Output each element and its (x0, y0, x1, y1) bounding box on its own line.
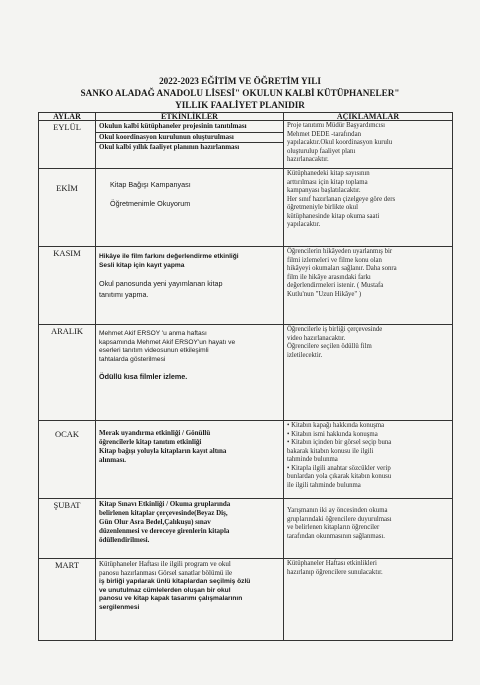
activity-text: Hikâye ile film farkını değerlendirme etkinliği (99, 253, 239, 260)
activity-text: Sesli kitap için kayıt yapma (99, 261, 185, 269)
activities-cell (96, 499, 284, 559)
explanation-line: oluşturulup faaliyet planı (287, 147, 356, 155)
explanation-line: yapılacaktır.Okul koordinasyon kurulu (287, 139, 393, 146)
activities-cell (96, 169, 284, 247)
activity-text: Merak uyandırma etkinliği / Gönüllü (99, 429, 211, 437)
header-months: AYLAR (39, 113, 96, 121)
explanation-cell (284, 499, 453, 559)
annual-plan-table (38, 112, 453, 641)
explanation-line: Yarışmanın iki ay öncesinden okuma (287, 507, 388, 514)
activity-text: Kütüphaneler Haftası ile ilgili program ve okul (99, 560, 231, 568)
activity-text: alınması. (99, 456, 127, 464)
explanation-line: hazırlanacaktır. (287, 156, 329, 163)
activity-text: tanıtımı yapma. (99, 290, 149, 299)
activity-text: Ödüllü kısa filmler izleme. (99, 372, 188, 381)
activity-text: tahtalarda gösterilmesi (99, 355, 166, 363)
explanation-line: tarafından okunmasının sağlanması. (287, 532, 385, 540)
explanation-line: Öğrencilere seçilen ödüllü film (287, 343, 372, 350)
document-title-year: 2022-2023 EĞİTİM VE ÖĞRETİM YILI (159, 76, 321, 86)
explanation-line: hazırlanıp öğrencilere sunulacaktır. (287, 568, 383, 576)
table-header-row (39, 113, 453, 121)
activity-text: kapsamında Mehmet Akif ERSOY'un hayatı ve (99, 338, 236, 346)
explanation-line: Kütüphanedeki kitap sayısının (287, 170, 370, 177)
explanation-line: Her sınıf hazırlanan çizelgeye göre ders (287, 195, 396, 203)
activity-text: eserleri tanıtım videosunun etkileşimli (99, 347, 209, 354)
explanation-cell (284, 169, 453, 247)
activity-text: belirlenen kitaplar çerçevesinde(Beyaz Diş, (99, 509, 228, 517)
explanation-line: hikâyeyi okumaları sağlanır. Daha sonra (287, 265, 397, 272)
activity-text: Gün Olur Asra Bedel,Çalıkuşu) sınav (99, 518, 211, 526)
explanation-line: ve belirlenen kitapların öğrenciler (287, 524, 380, 531)
month-cell: EYLÜL (39, 121, 96, 169)
explanation-line: kampanyası başlatılacaktır. (287, 187, 361, 194)
explanation-cell (284, 325, 453, 421)
month-cell: KASIM (39, 247, 96, 325)
explanation-line: gruplarındaki öğrencilere duyurulması (287, 515, 392, 523)
activity-text: Öğretmenimle Okuyorum (110, 199, 191, 208)
activity-text: öğrencilerle kitap tanıtım etkinliği (99, 438, 202, 446)
activity-text: ve unutulmaz cümlelerden oluşan bir okul (99, 586, 231, 594)
explanation-cell (284, 559, 453, 641)
explanation-line: yapılacaktır. (287, 221, 321, 228)
activity-text: Okulun kalbi kütüphaneler projesinin tanıtılması (96, 121, 283, 133)
activity-text: Mehmet Akif ERSOY 'u anma haftası (99, 330, 207, 337)
explanation-line: Proje tanıtımı Müdür Başyardımcısı (287, 122, 385, 129)
explanation-line: izletilecektir. (287, 351, 323, 359)
table-row (39, 499, 453, 559)
explanation-line: Kutlu'nun "Uzun Hikâye" ) (287, 290, 362, 298)
document-title-plan: YILLIK FAALİYET PLANIDIR (175, 100, 305, 110)
explanation-line: film ile hikâye arasındaki farkı (287, 273, 371, 281)
explanation-line: Öğrencilerle iş birliği çerçevesinde (287, 326, 383, 333)
explanation-line: • Kitabın kapağı hakkında konuşma (287, 422, 385, 429)
explanation-line: ile ilgili tahminde bulunma (287, 481, 361, 489)
activities-cell (96, 121, 284, 169)
month-cell: MART (39, 559, 96, 641)
explanation-line: bakarak kitabın konusu ile ilgili (287, 447, 374, 455)
month-cell: EKİM (39, 169, 96, 247)
explanation-line: kütüphanesinde kitap okuma saati (287, 212, 380, 220)
table-row (39, 121, 453, 169)
table-row (39, 247, 453, 325)
activity-text: düzenlenmesi ve dereceye girenlerin kitapla (99, 527, 230, 535)
explanation-line: bunlardan yola çıkarak kitabın konusu (287, 473, 392, 480)
explanation-line: değerlendirmeleri istenir. ( Mustafa (287, 282, 384, 289)
activity-text: Kitap bağışı yoluyla kitapların kayıt altına (99, 447, 227, 455)
month-cell: OCAK (39, 421, 96, 499)
activities-cell (96, 325, 284, 421)
explanation-line: Mehmet DEDE -tarafından (287, 130, 361, 138)
explanation-line: Öğrencilerin hikâyeden uyarlanmış bir (287, 248, 393, 255)
explanation-cell (284, 247, 453, 325)
header-explanations: AÇIKLAMALAR (284, 113, 453, 121)
activity-text: ödüllendirilmesi. (99, 536, 150, 544)
explanation-line: arttırılması için kitap toplama (287, 178, 368, 186)
activity-text: Okul kalbi yıllık faaliyet planının hazırlanması (99, 143, 240, 151)
month-cell: ARALIK (39, 325, 96, 421)
activity-text: iş birliği yapılarak ünlü kitaplardan seçilmiş özlü (99, 578, 251, 585)
table-row (39, 559, 453, 641)
explanation-line: Kütüphaneler Haftası etkinlikleri (287, 560, 377, 567)
activities-cell (96, 247, 284, 325)
activity-text: sergilenmesi (99, 603, 140, 611)
header-activities: ETKİNLİKLER (96, 113, 284, 121)
table-row (39, 421, 453, 499)
activity-text: panosu hazırlanması Görsel sanatlar bölümü ile (99, 569, 233, 577)
activity-text: panosu ve kitap kapak tasarımı çalışmalarının (99, 595, 243, 602)
document-title-school: SANKO ALADAĞ ANADOLU LİSESİ" OKULUN KALBİ KÜTÜPHANELER" (80, 88, 400, 98)
explanation-line: • Kitapla ilgili anahtar sözcükler verip (287, 464, 391, 472)
table-row (39, 169, 453, 247)
explanation-cell (284, 121, 453, 169)
activities-cell (96, 421, 284, 499)
explanation-line: video hazırlanacaktır. (287, 334, 346, 342)
explanation-line: • Kitabın ismi hakkında konuşma (287, 430, 378, 438)
activities-cell (96, 559, 284, 641)
activity-text: Kitap Bağışı Kampanyası (110, 180, 191, 189)
activity-text: Okul koordinasyon kurulunun oluşturulması (96, 133, 283, 143)
explanation-line: öğretmeniyle birlikte okul (287, 204, 358, 211)
explanation-line: filmi izlemeleri ve filme konu olan (287, 256, 382, 264)
explanation-line: tahminde bulunma (287, 456, 338, 463)
month-cell: ŞUBAT (39, 499, 96, 559)
table-row (39, 325, 453, 421)
explanation-cell (284, 421, 453, 499)
activity-text: Kitap Sınavı Etkinliği / Okuma gruplarında (99, 500, 231, 508)
activity-text: Okul panosunda yeni yayımlanan kitap (99, 279, 223, 288)
explanation-line: • Kitabın içinden bir görsel seçip buna (287, 439, 392, 446)
